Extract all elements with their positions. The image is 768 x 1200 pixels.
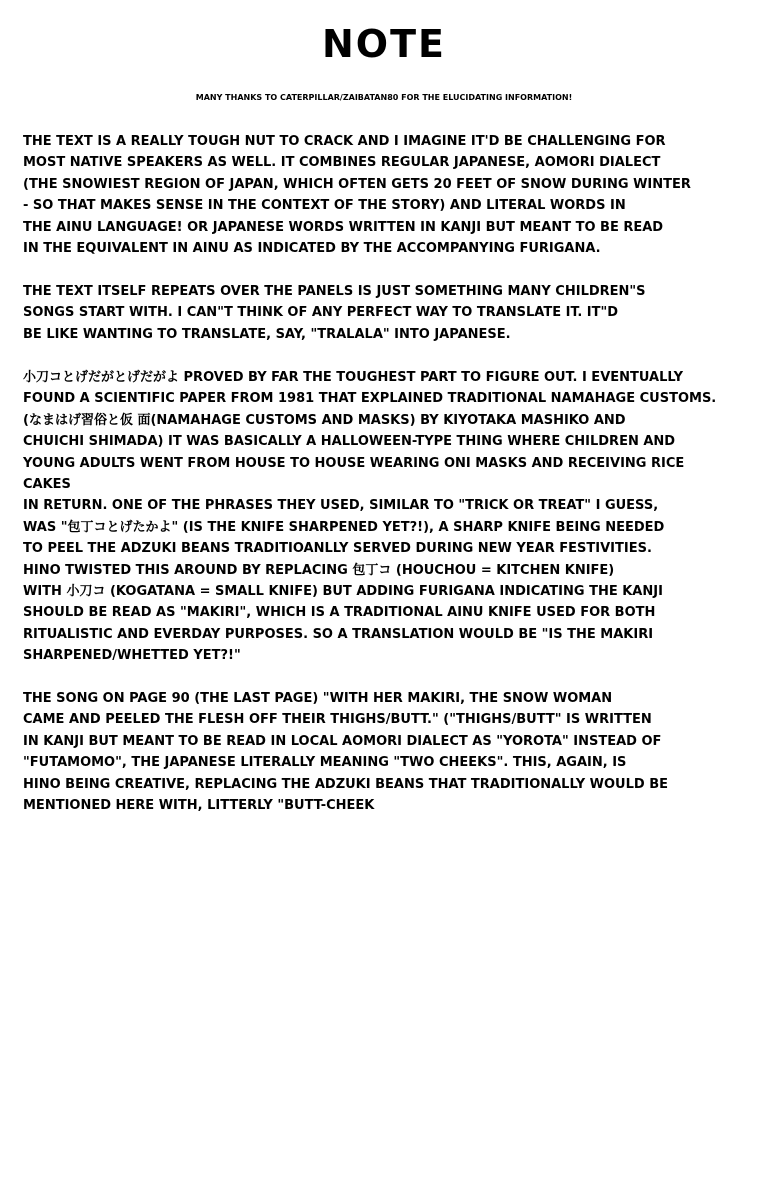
paragraph-dialect: [23, 131, 753, 259]
text-line: THE SONG ON PAGE 90 (THE LAST PAGE) "WITH HER MAKIRI, THE SNOW WOMAN: [23, 691, 613, 706]
text-line: BE LIKE WANTING TO TRANSLATE, SAY, "TRALALA" INTO JAPANESE.: [23, 326, 511, 342]
text-line: RITUALISTIC AND EVERDAY PURPOSES. SO A TRANSLATION WOULD BE "IS THE MAKIRI: [23, 626, 654, 642]
text-line: CAME AND PEELED THE FLESH OFF THEIR THIGHS/BUTT." ("THIGHS/BUTT" IS WRITTEN: [23, 712, 652, 728]
text-line: FOUND A SCIENTIFIC PAPER FROM 1981 THAT EXPLAINED TRADITIONAL NAMAHAGE CUSTOMS.: [23, 391, 717, 407]
text-line: MENTIONED HERE WITH, LITTERLY "BUTT-CHEEK: [23, 798, 375, 814]
text-line: SONGS START WITH. I CAN"T THINK OF ANY PERFECT WAY TO TRANSLATE IT. IT"D: [23, 305, 619, 321]
page-title: NOTE: [322, 22, 446, 66]
text-line: - SO THAT MAKES SENSE IN THE CONTEXT OF THE STORY) AND LITERAL WORDS IN: [23, 198, 626, 214]
text-line: YOUNG ADULTS WENT FROM HOUSE TO HOUSE WEARING ONI MASKS AND RECEIVING RICE: [23, 455, 685, 471]
text-line: WITH 小刀コ (KOGATANA = SMALL KNIFE) BUT ADDING FURIGANA INDICATING THE KANJI: [23, 584, 663, 600]
text-line: (なまはげ習俗と仮 面(NAMAHAGE CUSTOMS AND MASKS) BY KIYOTAKA MASHIKO AND: [23, 412, 626, 428]
text-line: THE TEXT IS A REALLY TOUGH NUT TO CRACK AND I IMAGINE IT'D BE CHALLENGING FOR: [23, 134, 666, 149]
text-line: (THE SNOWIEST REGION OF JAPAN, WHICH OFTEN GETS 20 FEET OF SNOW DURING WINTER: [23, 176, 691, 192]
text-line: THE AINU LANGUAGE! OR JAPANESE WORDS WRITTEN IN KANJI BUT MEANT TO BE READ: [23, 219, 664, 235]
text-line: SHOULD BE READ AS "MAKIRI", WHICH IS A TRADITIONAL AINU KNIFE USED FOR BOTH: [23, 605, 656, 621]
text-line: MOST NATIVE SPEAKERS AS WELL. IT COMBINES REGULAR JAPANESE, AOMORI DIALECT: [23, 155, 661, 171]
text-line: HINO TWISTED THIS AROUND BY REPLACING 包丁コ (HOUCHOU = KITCHEN KNIFE): [23, 562, 615, 578]
text-line: CAKES: [23, 477, 71, 493]
paragraph-namahage: [23, 367, 753, 667]
paragraph-song: [23, 688, 753, 816]
text-line: CHUICHI SHIMADA) IT WAS BASICALLY A HALLOWEEN-TYPE THING WHERE CHILDREN AND: [23, 434, 676, 450]
text-line: SHARPENED/WHETTED YET?!": [23, 648, 241, 664]
text-line: 小刀コとげだがとげだがよ PROVED BY FAR THE TOUGHEST PART TO FIGURE OUT. I EVENTUALLY: [23, 370, 684, 385]
text-line: IN THE EQUIVALENT IN AINU AS INDICATED BY THE ACCOMPANYING FURIGANA.: [23, 241, 601, 257]
text-line: "FUTAMOMO", THE JAPANESE LITERALLY MEANING "TWO CHEEKS". THIS, AGAIN, IS: [23, 755, 627, 771]
text-line: THE TEXT ITSELF REPEATS OVER THE PANELS IS JUST SOMETHING MANY CHILDREN"S: [23, 284, 646, 299]
text-line: HINO BEING CREATIVE, REPLACING THE ADZUKI BEANS THAT TRADITIONALLY WOULD BE: [23, 776, 669, 792]
text-line: IN KANJI BUT MEANT TO BE READ IN LOCAL AOMORI DIALECT AS "YOROTA" INSTEAD OF: [23, 733, 662, 749]
text-line: TO PEEL THE ADZUKI BEANS TRADITIOANLLY SERVED DURING NEW YEAR FESTIVITIES.: [23, 541, 652, 557]
thanks-line: MANY THANKS TO CATERPILLAR/ZAIBATAN80 FOR THE ELUCIDATING INFORMATION!: [195, 93, 573, 102]
text-line: WAS "包丁コとげたかよ" (IS THE KNIFE SHARPENED YET?!), A SHARP KNIFE BEING NEEDED: [23, 519, 665, 535]
paragraph-repeats: [23, 281, 753, 345]
text-line: IN RETURN. ONE OF THE PHRASES THEY USED, SIMILAR TO "TRICK OR TREAT" I GUESS,: [23, 498, 659, 514]
